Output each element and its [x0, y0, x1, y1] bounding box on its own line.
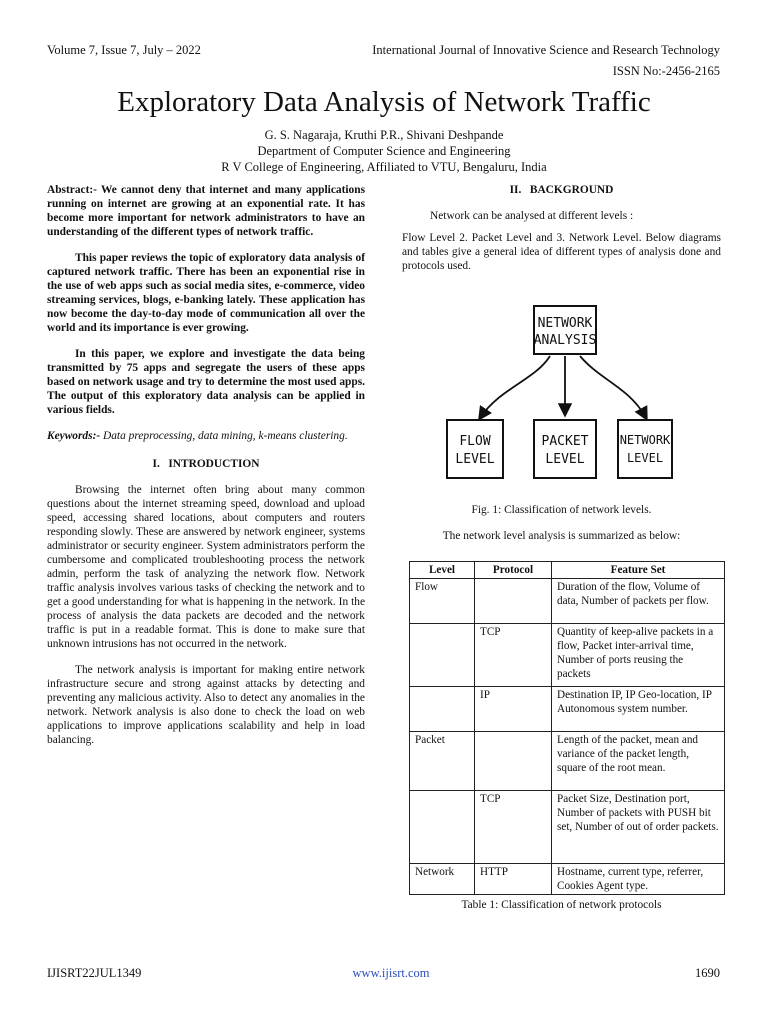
table-row	[410, 864, 725, 895]
abstract-p1	[47, 183, 365, 239]
flow-label-line2: LEVEL	[455, 452, 495, 467]
table-row	[410, 624, 725, 687]
col-header-features: Feature Set	[552, 562, 725, 579]
cell-level	[410, 624, 475, 687]
background-p1: Network can be analysed at different levels :	[430, 210, 634, 222]
arrow-to-flow	[480, 356, 550, 418]
institution: R V College of Engineering, Affiliated to VTU, Bengaluru, India	[221, 160, 547, 174]
cell-protocol	[475, 579, 552, 624]
left-column	[47, 183, 365, 759]
abstract-text: We cannot deny that internet and many applications running on internet are growing at an exponential rate. It has become more important for network administrators to have an understanding of the different types of network traffic.	[47, 184, 365, 238]
issn: ISSN No:-2456-2165	[612, 64, 720, 78]
keywords-label: Keywords:-	[47, 430, 101, 442]
packet-level-box	[534, 420, 596, 478]
abstract-p3: In this paper, we explore and investigate the data being transmitted by 75 apps and segregate the users of these apps based on network usage and try to determine the most used apps. The output of this exploratory data analysis can be applied in various fields.	[47, 348, 365, 416]
network-label-line1: NETWORK	[619, 433, 671, 447]
cell-level: Flow	[410, 579, 475, 624]
packet-label-line2: LEVEL	[545, 452, 585, 467]
figure-caption: Fig. 1: Classification of network levels.	[471, 504, 652, 516]
cell-features: Quantity of keep-alive packets in a flow, Packet inter-arrival time, Number of ports reusing the packets	[552, 624, 725, 687]
cell-level: Network	[410, 864, 475, 895]
cell-protocol: TCP	[475, 624, 552, 687]
table-caption: Table 1: Classification of network protocols	[461, 899, 662, 911]
paper-title: Exploratory Data Analysis of Network Traffic	[117, 86, 651, 118]
abstract-p2: This paper reviews the topic of exploratory data analysis of captured network traffic. There has been an exponential rise in the use of web apps such as social media sites, e-commerce, video streaming services, blogs, e-banking lately. These application has now become the day-to-day mode of communication all over the world and its importance is ever growing.	[47, 252, 365, 334]
cell-features: Duration of the flow, Volume of data, Number of packets per flow.	[552, 579, 725, 624]
cell-features: Destination IP, IP Geo-location, IP Autonomous system number.	[552, 687, 725, 732]
packet-label-line1: PACKET	[541, 434, 589, 449]
intro-p2: The network analysis is important for making entire network infrastructure secure and strong against attacks by detecting and preventing any malicious activity. Also to detect any anomalies in the network. Network analysis is also done to check the load on web applications to improve applications scalability and help in load balancing.	[47, 664, 365, 746]
arrow-to-network	[580, 356, 646, 418]
col-header-level: Level	[410, 562, 475, 579]
table-row	[410, 579, 725, 624]
flow-label-line1: FLOW	[459, 434, 491, 449]
cell-protocol: HTTP	[475, 864, 552, 895]
department: Department of Computer Science and Engineering	[257, 144, 511, 158]
background-heading: II. BACKGROUND	[509, 184, 614, 196]
journal-name: International Journal of Innovative Science and Research Technology	[372, 43, 720, 57]
network-levels-diagram	[440, 300, 690, 488]
flow-level-box	[447, 420, 503, 478]
journal-url-wrap	[0, 966, 768, 981]
col-header-protocol: Protocol	[475, 562, 552, 579]
issue-info: Volume 7, Issue 7, July – 2022	[47, 43, 201, 57]
cell-level	[410, 791, 475, 864]
intro-p1: Browsing the internet often bring about many common questions about the internet streaming speed, download and upload speed, accessing shared locations, about computers and routers responding slowly. These are answered by network engineer, systems administrator or security engineer. System administrators perform the cumbersome and complicated troubleshooting process the network admin, perform the task of analyzing the network flow. Network traffic analysis involves various tasks of checking the network and to get a good understanding for what is happening in the network. In the process of analysis the data packets are decoded and the network traffic is put in a readable format. This is done to make sure that unknown intrusions has not occurred in the network.	[47, 484, 365, 650]
authors: G. S. Nagaraja, Kruthi P.R., Shivani Deshpande	[264, 128, 504, 142]
cell-protocol: IP	[475, 687, 552, 732]
table-intro: The network level analysis is summarized as below:	[442, 530, 681, 542]
right-column	[402, 183, 721, 285]
paper-id: IJISRT22JUL1349	[47, 966, 142, 980]
cell-level	[410, 687, 475, 732]
keywords	[47, 429, 365, 443]
protocol-table	[409, 561, 725, 895]
cell-features: Packet Size, Destination port, Number of packets with PUSH bit set, Number of out of order packets.	[552, 791, 725, 864]
background-p2: Flow Level 2. Packet Level and 3. Network Level. Below diagrams and tables give a general idea of different types of analysis done and protocols used.	[402, 232, 721, 272]
page-number: 1690	[695, 966, 720, 980]
network-level-box	[618, 420, 672, 478]
cell-level: Packet	[410, 732, 475, 791]
cell-protocol: TCP	[475, 791, 552, 864]
network-label-line2: LEVEL	[626, 451, 664, 465]
abstract-label: Abstract:-	[47, 184, 97, 196]
root-label-line1: NETWORK	[537, 316, 593, 331]
cell-features: Length of the packet, mean and variance of the packet length, square of the root mean.	[552, 732, 725, 791]
table-header-row	[410, 562, 725, 579]
cell-protocol	[475, 732, 552, 791]
cell-features: Hostname, current type, referrer, Cookies Agent type.	[552, 864, 725, 895]
table-row	[410, 687, 725, 732]
table-row	[410, 791, 725, 864]
root-label-line2: ANALYSIS	[533, 333, 597, 348]
table-row	[410, 732, 725, 791]
keywords-text: Data preprocessing, data mining, k-means clustering.	[103, 430, 348, 442]
journal-url-link[interactable]: www.ijisrt.com	[352, 966, 430, 980]
intro-heading: I. INTRODUCTION	[152, 458, 260, 470]
